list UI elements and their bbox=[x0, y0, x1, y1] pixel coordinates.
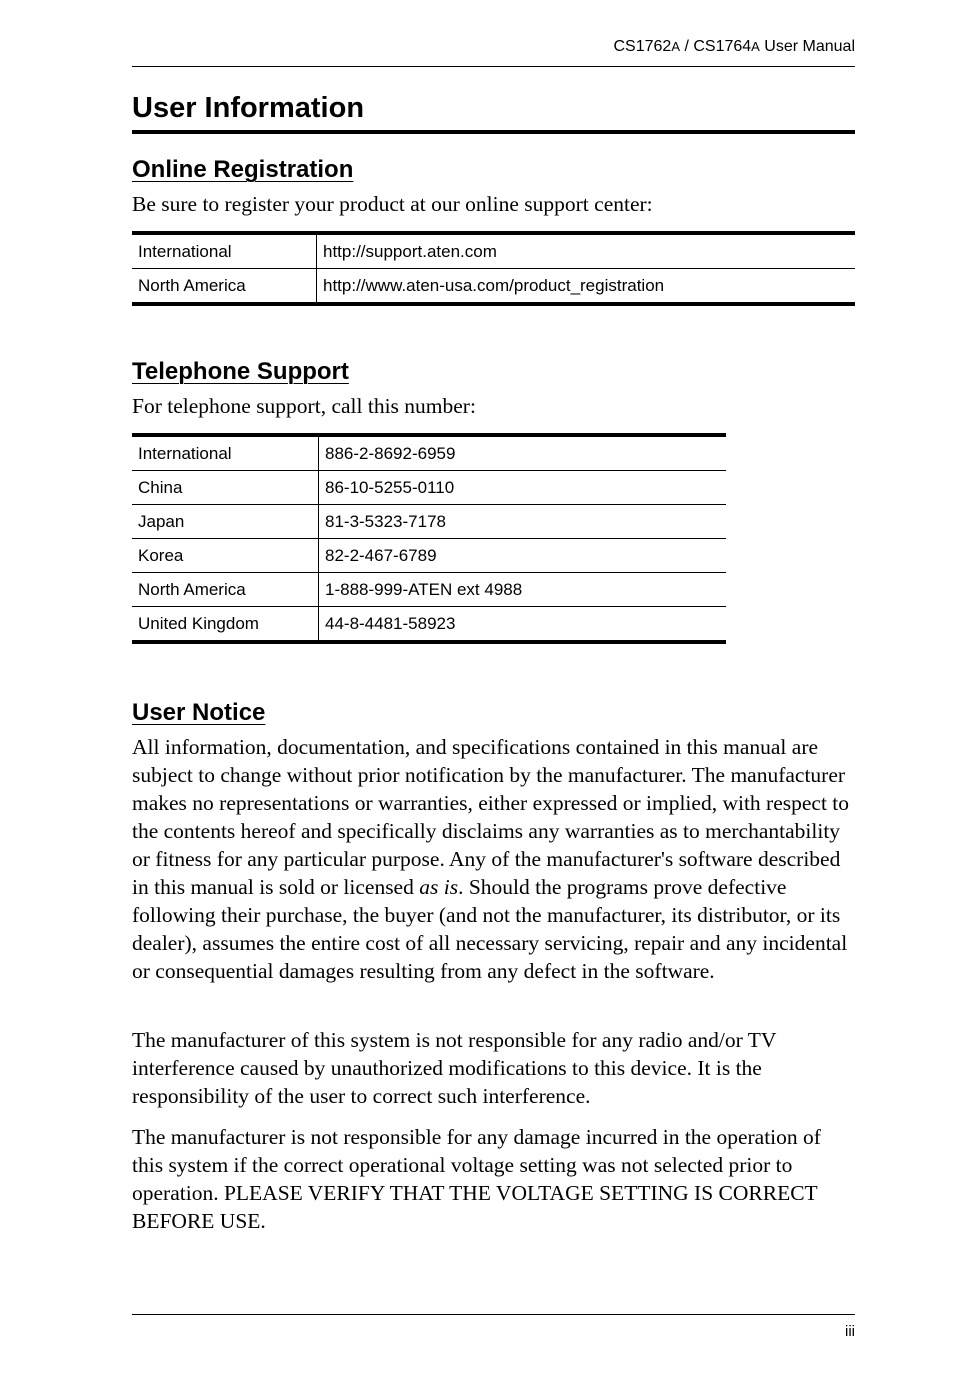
page-number: iii bbox=[845, 1323, 855, 1340]
user-notice-heading: User Notice bbox=[132, 699, 266, 726]
region-cell: China bbox=[132, 471, 319, 505]
header-separator: / bbox=[680, 38, 694, 55]
notice-p1-italic: as is bbox=[419, 875, 459, 899]
page-title: User Information bbox=[132, 90, 855, 134]
table-row bbox=[132, 233, 855, 269]
url-cell[interactable]: http://support.aten.com bbox=[323, 241, 497, 261]
model-a-suffix: A bbox=[671, 39, 680, 54]
online-registration-heading: Online Registration bbox=[132, 156, 354, 183]
model-b-suffix: A bbox=[751, 39, 760, 54]
telephone-table bbox=[132, 433, 726, 644]
registration-table bbox=[132, 231, 855, 306]
region-cell: Korea bbox=[132, 539, 319, 573]
table-row bbox=[132, 269, 855, 305]
notice-p1-start: All information, documentation, and specifications contained in this manual are subject to change without prior notification by the manufacturer. The manufacturer makes no representations or warranties, either expressed or implied, with respect to the contents hereof and specifically disclaims any warranties as to merchantability or fitness for any particular purpose. Any of the manufacturer's software described in this manual is sold or licensed bbox=[132, 735, 850, 899]
model-a: CS1762 bbox=[613, 38, 672, 55]
table-row bbox=[132, 607, 726, 643]
table-row bbox=[132, 573, 726, 607]
manual-label: User Manual bbox=[759, 38, 855, 55]
table-row bbox=[132, 471, 726, 505]
phone-cell: 81-3-5323-7178 bbox=[319, 505, 727, 539]
notice-paragraph-3: The manufacturer is not responsible for any damage incurred in the operation of this system if the correct operational voltage setting was not selected prior to operation. PLEASE VERIFY THAT THE VOLTAGE SETTING IS CORRECT BEFORE USE. bbox=[132, 1125, 821, 1233]
phone-cell: 44-8-4481-58923 bbox=[319, 607, 727, 643]
notice-p1-end: . Should the programs prove defective following their purchase, the buyer (and not the manufacturer, its distributor, or its dealer), assumes the entire cost of all necessary servicing, repair and any incidental or consequential damages resulting from any defect in the software. bbox=[132, 875, 848, 983]
region-cell: United Kingdom bbox=[132, 607, 319, 643]
online-registration-intro: Be sure to register your product at our online support center: bbox=[132, 192, 653, 216]
telephone-support-intro: For telephone support, call this number: bbox=[132, 394, 476, 418]
table-row bbox=[132, 539, 726, 573]
telephone-support-heading: Telephone Support bbox=[132, 358, 349, 385]
region-cell: International bbox=[132, 233, 317, 269]
notice-paragraph-1 bbox=[132, 733, 855, 985]
region-cell: International bbox=[132, 435, 319, 471]
model-b: CS1764 bbox=[693, 38, 752, 55]
phone-cell: 1-888-999-ATEN ext 4988 bbox=[319, 573, 727, 607]
phone-cell: 82-2-467-6789 bbox=[319, 539, 727, 573]
region-cell: North America bbox=[132, 269, 317, 305]
region-cell: Japan bbox=[132, 505, 319, 539]
phone-cell: 886-2-8692-6959 bbox=[325, 443, 456, 463]
table-row bbox=[132, 435, 726, 471]
region-cell: North America bbox=[132, 573, 319, 607]
url-cell[interactable]: http://www.aten-usa.com/product_registration bbox=[317, 269, 856, 305]
running-footer bbox=[132, 1314, 855, 1340]
running-header bbox=[132, 36, 855, 67]
phone-cell: 86-10-5255-0110 bbox=[319, 471, 727, 505]
table-row bbox=[132, 505, 726, 539]
notice-paragraph-2: The manufacturer of this system is not responsible for any radio and/or TV interference caused by unauthorized modifications to this device. It is the responsibility of the user to correct such interference. bbox=[132, 1028, 777, 1108]
